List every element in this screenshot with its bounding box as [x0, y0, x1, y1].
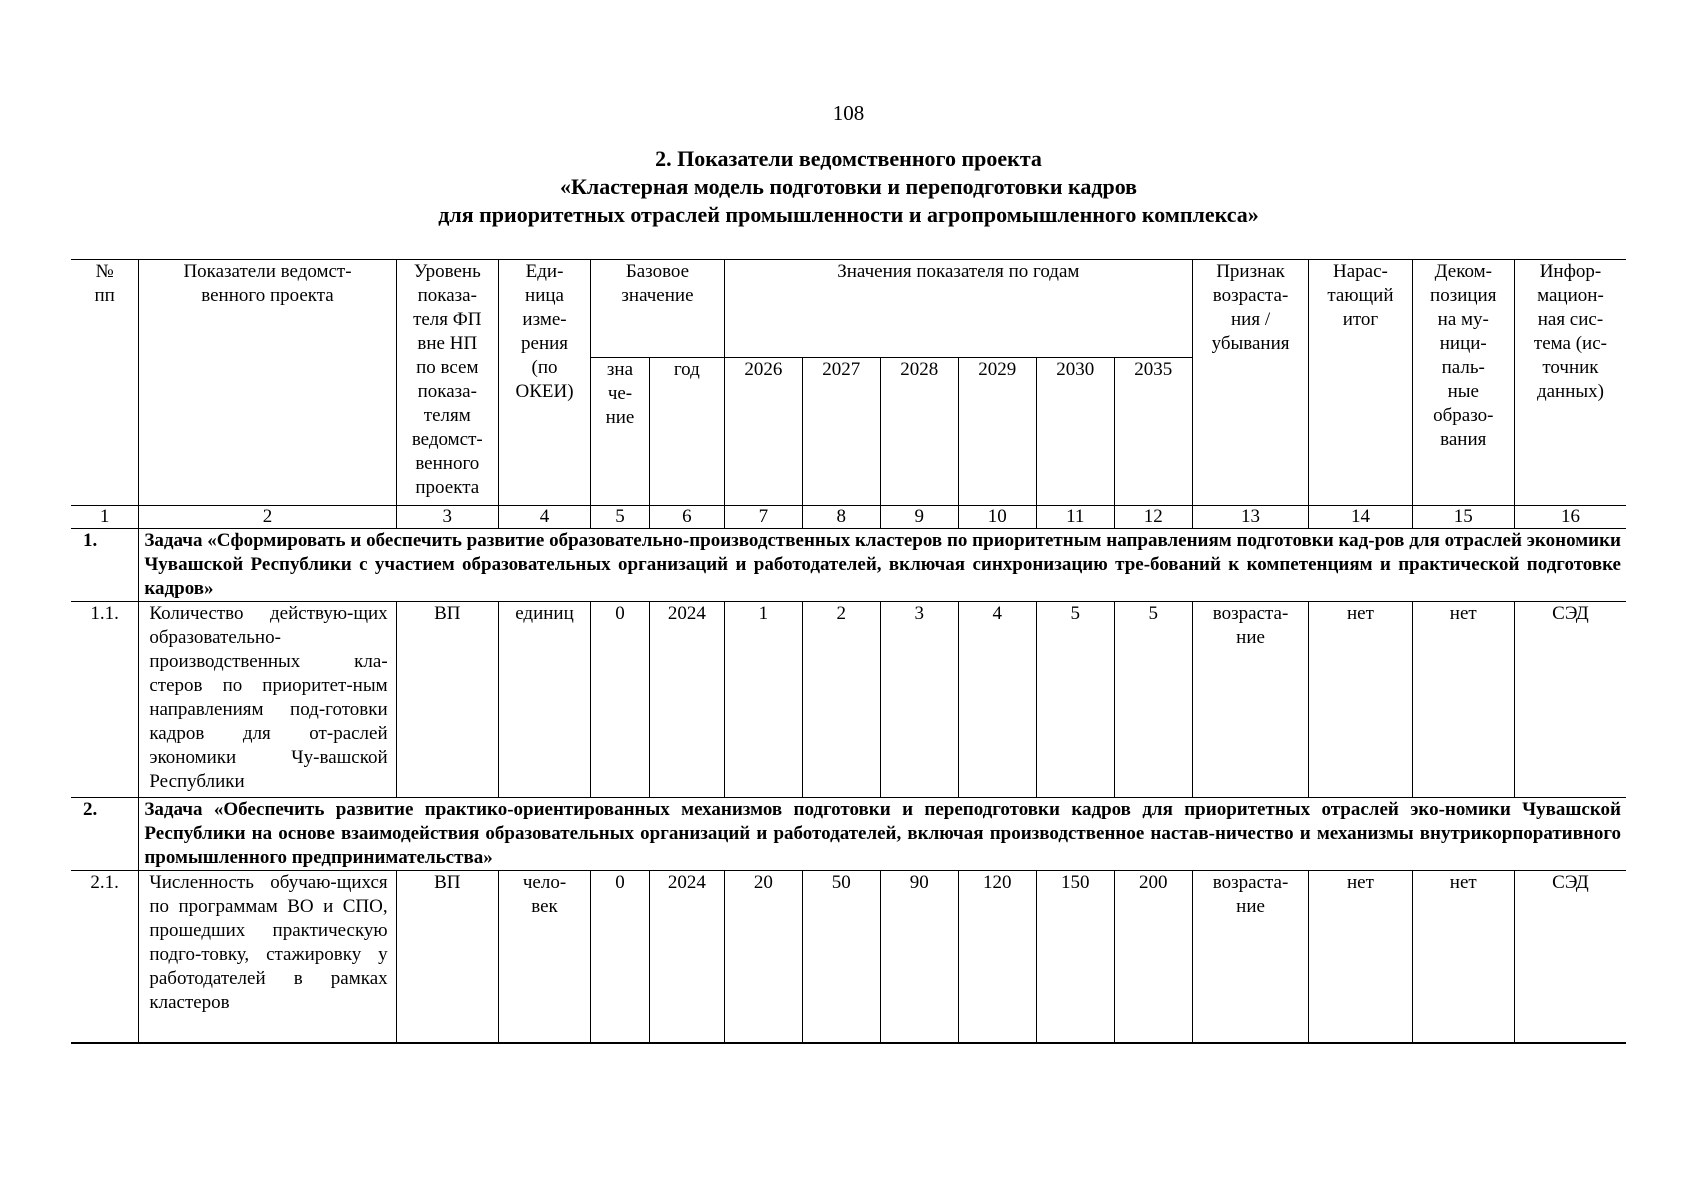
document-title [0, 145, 1697, 229]
task-text: Задача «Обеспечить развитие практико-ориентированных механизмов подготовки и переподготовки кадров для приоритетных отраслей эко-номики Чувашской Республики на основе взаимодействия образовательных организаций и работодателей, включая производственное настав-ничество и механизмы внутрикорпоративного промышленного предпринимательства» [139, 798, 1626, 871]
indicator-value-2035: 5 [1114, 602, 1192, 798]
indicator-value-2027: 2 [802, 602, 880, 798]
column-number: 6 [649, 506, 724, 529]
indicator-level: ВП [396, 871, 498, 1043]
indicator-value-2027: 50 [802, 871, 880, 1043]
column-number: 5 [591, 506, 650, 529]
header-year-2027: 2027 [802, 358, 880, 506]
indicator-value-2028: 90 [880, 871, 958, 1043]
header-year-2029: 2029 [958, 358, 1036, 506]
header-info-system: Инфор- мацион- ная сис- тема (ис- точник данных) [1514, 260, 1626, 506]
indicator-base-year: 2024 [649, 602, 724, 798]
header-values-by-year: Значения показателя по годам [724, 260, 1192, 358]
task-text: Задача «Сформировать и обеспечить развитие образовательно-производственных кластеров по приоритетным направлениям подготовки кад-ров для отраслей экономики Чувашской Республики с участием образовательных организаций и работодателей, включая синхронизацию тре-бований к компетенциям и практической подготовке кадров» [139, 529, 1626, 602]
header-indicator: Показатели ведомст- венного проекта [139, 260, 396, 506]
indicators-table [71, 259, 1626, 1044]
header-num: № пп [71, 260, 139, 506]
indicator-unit: чело- век [498, 871, 590, 1043]
column-number: 2 [139, 506, 396, 529]
indicator-number: 1.1. [71, 602, 139, 798]
column-number: 3 [396, 506, 498, 529]
task-row [71, 529, 1626, 602]
column-number: 9 [880, 506, 958, 529]
indicator-row [71, 602, 1626, 798]
header-cumulative: Нарас- тающий итог [1309, 260, 1412, 506]
indicator-info-system: СЭД [1514, 602, 1626, 798]
indicator-base-value: 0 [591, 871, 650, 1043]
indicator-value-2028: 3 [880, 602, 958, 798]
indicator-row [71, 871, 1626, 1043]
indicator-number: 2.1. [71, 871, 139, 1043]
indicator-base-value: 0 [591, 602, 650, 798]
indicator-value-2026: 1 [724, 602, 802, 798]
column-number: 13 [1192, 506, 1308, 529]
indicator-trend: возраста- ние [1192, 871, 1308, 1043]
column-number: 11 [1036, 506, 1114, 529]
indicator-info-system: СЭД [1514, 871, 1626, 1043]
task-row [71, 798, 1626, 871]
header-trend: Признак возраста- ния / убывания [1192, 260, 1308, 506]
header-year-2035: 2035 [1114, 358, 1192, 506]
indicator-decomposition: нет [1412, 602, 1514, 798]
indicator-level: ВП [396, 602, 498, 798]
header-year-2030: 2030 [1036, 358, 1114, 506]
header-year-2028: 2028 [880, 358, 958, 506]
column-number: 14 [1309, 506, 1412, 529]
indicator-value-2029: 120 [958, 871, 1036, 1043]
indicator-value-2029: 4 [958, 602, 1036, 798]
indicator-value-2030: 150 [1036, 871, 1114, 1043]
column-number: 10 [958, 506, 1036, 529]
indicator-value-2026: 20 [724, 871, 802, 1043]
title-line-2: «Кластерная модель подготовки и переподготовки кадров [559, 174, 1138, 199]
indicator-cumulative: нет [1309, 871, 1412, 1043]
indicator-cumulative: нет [1309, 602, 1412, 798]
column-number: 1 [71, 506, 139, 529]
header-row-1 [71, 260, 1626, 358]
column-number: 15 [1412, 506, 1514, 529]
header-unit: Еди- ница изме- рения (по ОКЕИ) [498, 260, 590, 506]
header-year-2026: 2026 [724, 358, 802, 506]
header-decomposition: Деком- позиция на му- ници- паль- ные образо- вания [1412, 260, 1514, 506]
indicator-value-2035: 200 [1114, 871, 1192, 1043]
indicator-decomposition: нет [1412, 871, 1514, 1043]
page-number: 108 [832, 101, 865, 125]
column-number: 12 [1114, 506, 1192, 529]
column-number: 7 [724, 506, 802, 529]
indicator-trend: возраста- ние [1192, 602, 1308, 798]
indicator-name: Численность обучаю-щихся по программам ВО и СПО, прошедших практическую подго-товку, стажировку у работодателей в рамках кластеров [139, 871, 396, 1043]
title-line-3: для приоритетных отраслей промышленности и агропромышленного комплекса» [438, 202, 1259, 227]
indicator-base-year: 2024 [649, 871, 724, 1043]
column-number: 8 [802, 506, 880, 529]
column-number: 4 [498, 506, 590, 529]
column-numbers-row [71, 506, 1626, 529]
header-base-year: год [649, 358, 724, 506]
column-number: 16 [1514, 506, 1626, 529]
task-number: 1. [71, 529, 139, 602]
indicator-name: Количество действую-щих образовательно-производственных кла-стеров по приоритет-ным направлениям под-готовки кадров для от-раслей экономики Чу-вашской Республики [139, 602, 396, 798]
task-number: 2. [71, 798, 139, 871]
title-line-1: 2. Показатели ведомственного проекта [655, 146, 1042, 171]
indicator-value-2030: 5 [1036, 602, 1114, 798]
header-level: Уровень показа- теля ФП вне НП по всем показа- телям ведомст- венного проекта [396, 260, 498, 506]
header-base-value: зна че- ние [591, 358, 650, 506]
header-base: Базовое значение [591, 260, 725, 358]
indicator-unit: единиц [498, 602, 590, 798]
